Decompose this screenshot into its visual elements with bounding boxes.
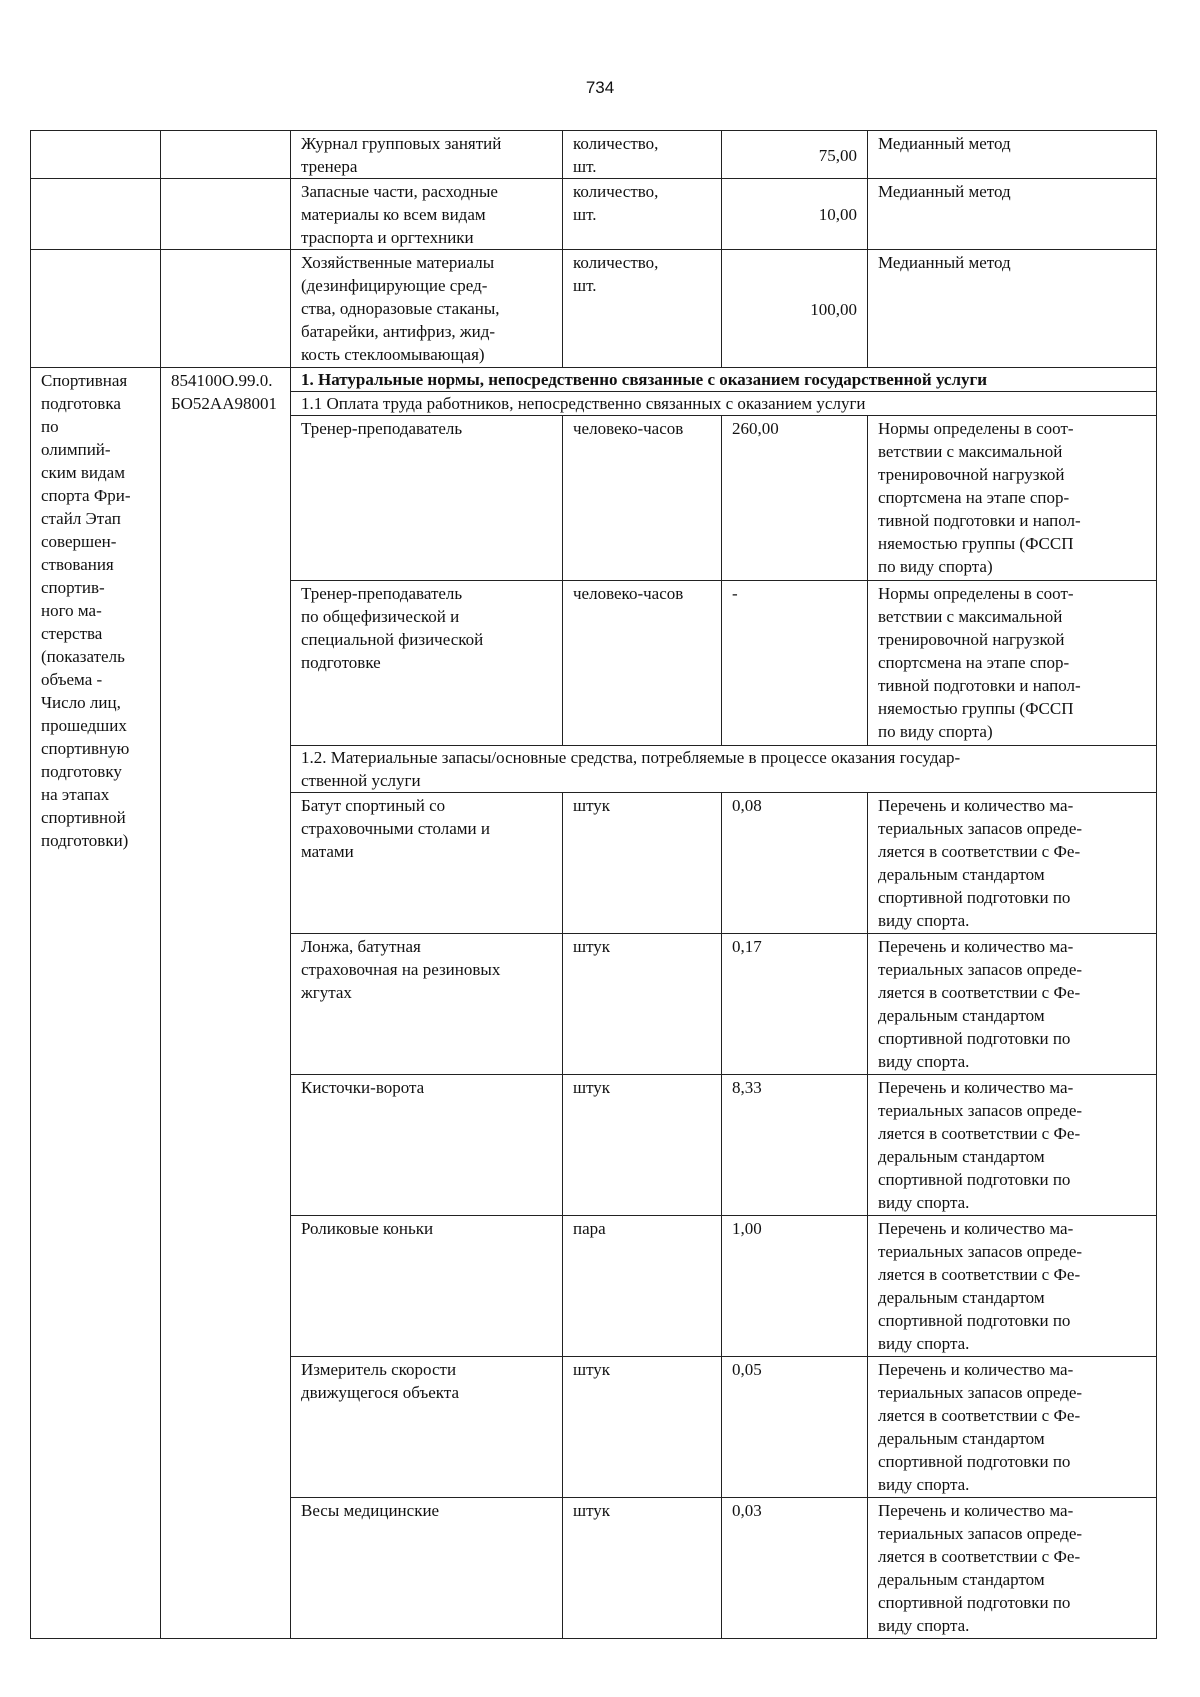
- norm-unit: количество, шт.: [563, 179, 722, 250]
- norm-unit: штук: [563, 1357, 722, 1498]
- empty-code-cell: [161, 179, 291, 250]
- norm-name: Запасные части, расходные материалы ко всем видам траспорта и оргтехники: [291, 179, 563, 250]
- norm-unit: количество, шт.: [563, 250, 722, 368]
- norm-name: Хозяйственные материалы (дезинфицирующие сред- ства, одноразовые стаканы, батарейки, антифриз, жид- кость стеклоомывающая): [291, 250, 563, 368]
- norm-note: Нормы определены в соот- ветствии с максимальной тренировочной нагрузкой спортсмена на этапе спор- тивной подготовки и напол- няемостью группы (ФССП по виду спорта): [868, 581, 1157, 746]
- norm-value: 1,00: [722, 1216, 868, 1357]
- norm-name: Роликовые коньки: [291, 1216, 563, 1357]
- norm-name: Журнал групповых занятий тренера: [291, 131, 563, 179]
- norm-unit: количество, шт.: [563, 131, 722, 179]
- service-name: Спортивная подготовка по олимпий- ским видам спорта Фри- стайл Этап совершен- ствования спортив- ного ма- стерства (показатель объема - Число лиц, прошедших спортивную подготовку на этапах спортивной подготовки): [31, 368, 161, 1639]
- norm-unit: человеко-часов: [563, 581, 722, 746]
- norm-unit: штук: [563, 793, 722, 934]
- norm-value: 0,08: [722, 793, 868, 934]
- norm-note: Перечень и количество ма- териальных запасов опреде- ляется в соответствии с Фе- деральным стандартом спортивной подготовки по виду спорта.: [868, 1498, 1157, 1639]
- norm-name: Измеритель скорости движущегося объекта: [291, 1357, 563, 1498]
- norm-note: Перечень и количество ма- териальных запасов опреде- ляется в соответствии с Фе- деральным стандартом спортивной подготовки по виду спорта.: [868, 793, 1157, 934]
- empty-service-cell: [31, 179, 161, 250]
- norm-value: 0,03: [722, 1498, 868, 1639]
- section-1-2-title: 1.2. Материальные запасы/основные средства, потребляемые в процессе оказания государ- ственной услуги: [291, 746, 1157, 793]
- empty-code-cell: [161, 131, 291, 179]
- norm-unit: пара: [563, 1216, 722, 1357]
- page-number: 734: [585, 78, 615, 97]
- norm-name: Лонжа, батутная страховочная на резиновых жгутах: [291, 934, 563, 1075]
- norm-value: 100,00: [722, 250, 868, 368]
- norm-value: 75,00: [722, 131, 868, 179]
- norm-unit: штук: [563, 934, 722, 1075]
- section-row: [31, 368, 1157, 392]
- empty-code-cell: [161, 250, 291, 368]
- norm-method: Медианный метод: [868, 250, 1157, 368]
- norm-value: 260,00: [722, 416, 868, 581]
- table-row: [31, 131, 1157, 179]
- norm-unit: человеко-часов: [563, 416, 722, 581]
- norm-value: 10,00: [722, 179, 868, 250]
- norm-name: Батут спортиный со страховочными столами и матами: [291, 793, 563, 934]
- norm-note: Нормы определены в соот- ветствии с максимальной тренировочной нагрузкой спортсмена на этапе спор- тивной подготовки и напол- няемостью группы (ФССП по виду спорта): [868, 416, 1157, 581]
- norm-note: Перечень и количество ма- териальных запасов опреде- ляется в соответствии с Фе- деральным стандартом спортивной подготовки по виду спорта.: [868, 1357, 1157, 1498]
- empty-service-cell: [31, 131, 161, 179]
- norm-unit: штук: [563, 1075, 722, 1216]
- norm-name: Тренер-преподаватель по общефизической и специальной физической подготовке: [291, 581, 563, 746]
- table-row: [31, 179, 1157, 250]
- section-1-title: 1. Натуральные нормы, непосредственно связанные с оказанием государственной услуги: [291, 368, 1157, 392]
- norm-value: -: [722, 581, 868, 746]
- norm-method: Медианный метод: [868, 179, 1157, 250]
- norm-note: Перечень и количество ма- териальных запасов опреде- ляется в соответствии с Фе- деральным стандартом спортивной подготовки по виду спорта.: [868, 1216, 1157, 1357]
- norm-name: Тренер-преподаватель: [291, 416, 563, 581]
- norm-method: Медианный метод: [868, 131, 1157, 179]
- section-1-1-title: 1.1 Оплата труда работников, непосредственно связанных с оказанием услуги: [291, 392, 1157, 416]
- table-row: [31, 250, 1157, 368]
- norm-note: Перечень и количество ма- териальных запасов опреде- ляется в соответствии с Фе- деральным стандартом спортивной подготовки по виду спорта.: [868, 1075, 1157, 1216]
- norm-value: 0,05: [722, 1357, 868, 1498]
- norm-value: 8,33: [722, 1075, 868, 1216]
- norm-name: Весы медицинские: [291, 1498, 563, 1639]
- service-code: 854100О.99.0. БО52АА98001: [161, 368, 291, 1639]
- norm-value: 0,17: [722, 934, 868, 1075]
- norm-unit: штук: [563, 1498, 722, 1639]
- empty-service-cell: [31, 250, 161, 368]
- norm-note: Перечень и количество ма- териальных запасов опреде- ляется в соответствии с Фе- деральным стандартом спортивной подготовки по виду спорта.: [868, 934, 1157, 1075]
- norms-table: [30, 130, 1157, 1639]
- norm-name: Кисточки-ворота: [291, 1075, 563, 1216]
